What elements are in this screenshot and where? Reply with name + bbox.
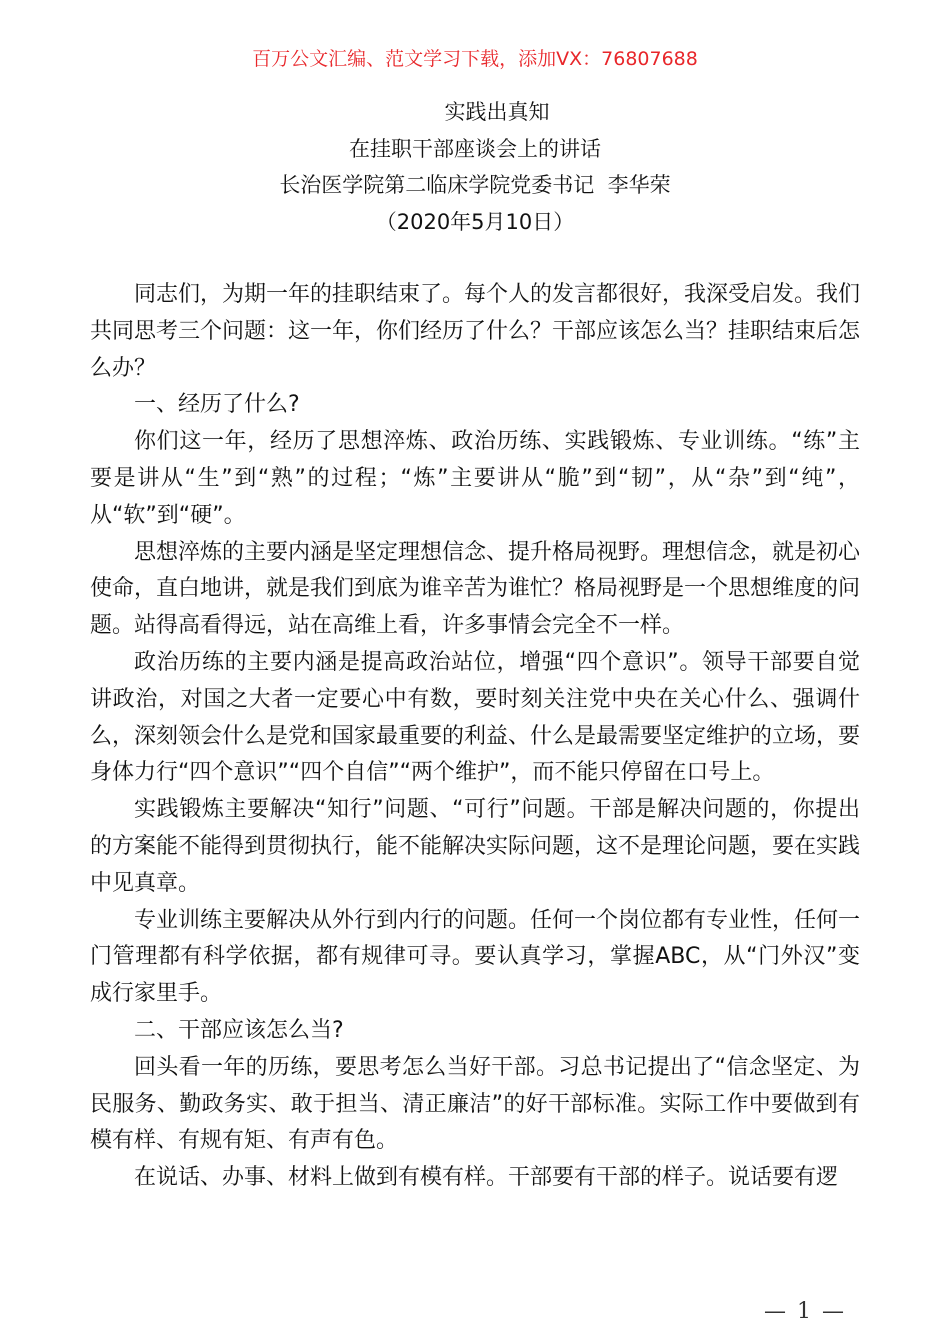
document-body (90, 277, 860, 1197)
paragraph: 回头看一年的历练，要思考怎么当好干部。习总书记提出了“信念坚定、为民服务、勤政务实、敢于担当、清正廉洁”的好干部标准。实际工作中要做到有模有样、有规有矩、有声有色。 (90, 1054, 860, 1154)
paragraph: 在说话、办事、材料上做到有模有样。干部要有干部的样子。说话要有逻 (134, 1165, 839, 1191)
section-heading: 一、经历了什么? (134, 392, 300, 418)
paragraph: 专业训练主要解决从外行到内行的问题。任何一个岗位都有专业性，任何一门管理都有科学依据，都有规律可寻。要认真学习，掌握ABC，从“门外汉”变成行家里手。 (90, 907, 861, 1007)
section-heading: 二、干部应该怎么当? (134, 1017, 344, 1043)
watermark-banner: 百万公文汇编、范文学习下载，添加VX：76807688 (252, 48, 698, 70)
paragraph: 你们这一年，经历了思想淬炼、政治历练、实践锻炼、专业训练。“练”主要是讲从“生”到“熟”的过程；“炼”主要讲从“脆”到“韧”，从“杂”到“纯”，从“软”到“硬”。 (90, 429, 860, 528)
paragraph: 同志们，为期一年的挂职结束了。每个人的发言都很好，我深受启发。我们共同思考三个问题：这一年，你们经历了什么？干部应该怎么当？挂职结束后怎么办？ (90, 282, 861, 381)
paragraph: 政治历练的主要内涵是提高政治站位，增强“四个意识”。领导干部要自觉讲政治，对国之大者一定要心中有数，要时刻关注党中央在关心什么、强调什么，深刻领会什么是党和国家最重要的利益、什么是最需要坚定维护的立场，要身体力行“四个意识”“四个自信”“两个维护”，而不能只停留在口号上。 (90, 649, 861, 786)
paragraph: 实践锻炼主要解决“知行”问题、“可行”问题。干部是解决问题的，你提出的方案能不能得到贯彻执行，能不能解决实际问题，这不是理论问题，要在实践中见真章。 (90, 797, 861, 896)
page-number: — 1 — (764, 1299, 846, 1324)
document-title: 实践出真知 (444, 100, 550, 124)
document-header (0, 94, 950, 240)
paragraph: 思想淬炼的主要内涵是坚定理想信念、提升格局视野。理想信念，就是初心使命，直白地讲，就是我们到底为谁辛苦为谁忙？格局视野是一个思想维度的问题。站得高看得远，站在高维上看，许多事情会完全不一样。 (90, 539, 861, 639)
document-subtitle: 在挂职干部座谈会上的讲话 (349, 136, 601, 161)
document-date: （2020年5月10日） (375, 209, 575, 234)
document-author: 长治医学院第二临床学院党委书记 李华荣 (279, 173, 671, 197)
